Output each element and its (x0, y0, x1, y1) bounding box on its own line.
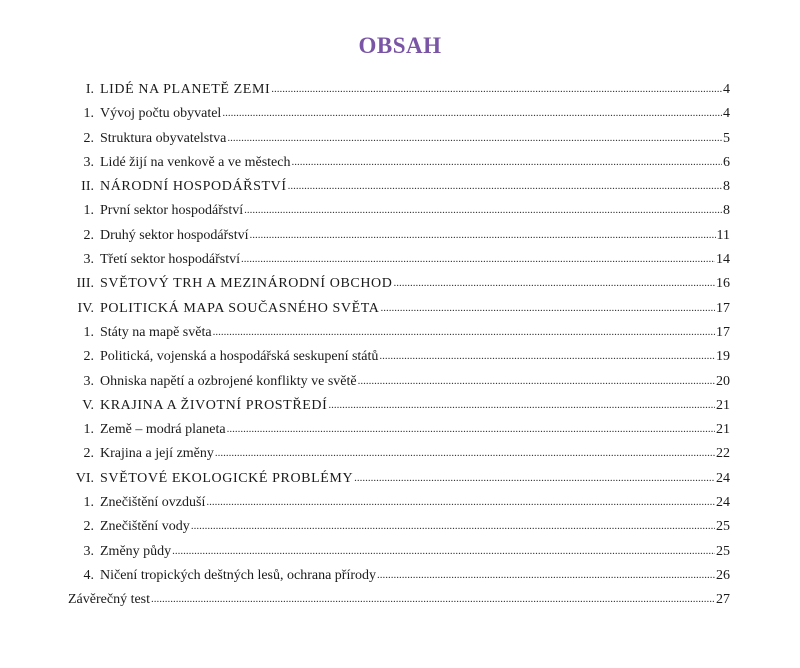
toc-entry-number: III. (76, 276, 94, 292)
toc-entry[interactable] (68, 151, 730, 175)
toc-entry[interactable] (68, 515, 730, 539)
toc-entry-title: Třetí sektor hospodářství (100, 252, 240, 268)
toc-entry[interactable] (68, 394, 730, 418)
toc-entry-title: LIDÉ NA PLANETĚ ZEMI (100, 82, 271, 97)
toc-entry-number: VI. (75, 470, 94, 486)
toc-entry[interactable] (68, 564, 730, 588)
toc-entry-page-number: 5 (723, 130, 730, 146)
toc-leader-dots (393, 271, 715, 295)
toc-entry-title: Závěrečný test (68, 592, 151, 608)
toc-entry-title: Ohniska napětí a ozbrojené konflikty ve světě (100, 373, 357, 389)
toc-entry[interactable] (68, 345, 730, 369)
toc-leader-dots (291, 150, 722, 174)
toc-entry-number: 2. (83, 519, 94, 535)
toc-entry[interactable] (68, 418, 730, 442)
toc-leader-dots (288, 174, 722, 198)
toc-leader-dots (222, 101, 722, 125)
toc-entry-number: 1. (83, 495, 94, 511)
toc-entry-page-number: 6 (723, 154, 730, 170)
toc-entry[interactable] (68, 272, 730, 296)
toc-leader-dots (381, 296, 716, 320)
toc-entry-page-number: 4 (723, 82, 730, 97)
toc-entry[interactable] (68, 297, 730, 321)
toc-entry-page-number: 22 (716, 446, 730, 462)
toc-entry-page-number: 14 (716, 252, 730, 268)
toc-entry-title: Státy na mapě světa (100, 324, 212, 340)
toc-entry[interactable] (68, 540, 730, 564)
toc-leader-dots (206, 490, 715, 514)
toc-entry-title: Struktura obyvatelstva (100, 130, 227, 146)
table-of-contents (68, 78, 730, 613)
toc-entry-number: IV. (77, 300, 94, 316)
toc-entry-title: První sektor hospodářství (100, 203, 244, 219)
toc-entry[interactable] (68, 467, 730, 491)
toc-entry-title: Znečištění vody (100, 519, 190, 535)
toc-entry-number: 1. (83, 106, 94, 122)
toc-entry-number: 3. (83, 154, 94, 170)
toc-entry[interactable] (68, 321, 730, 345)
toc-entry-number: 2. (83, 349, 94, 365)
toc-entry-title: Lidé žijí na venkově a ve městech (100, 154, 291, 170)
toc-entry[interactable] (68, 248, 730, 272)
toc-entry-title: Politická, vojenská a hospodářská seskupení států (100, 349, 379, 365)
toc-entry-number: 3. (83, 252, 94, 268)
toc-entry-page-number: 8 (723, 203, 730, 219)
toc-entry-number: II. (81, 179, 94, 195)
toc-entry[interactable] (68, 102, 730, 126)
toc-entry-title: Ničení tropických deštných lesů, ochrana přírody (100, 567, 377, 583)
toc-entry-number: 2. (83, 446, 94, 462)
toc-leader-dots (227, 126, 722, 150)
toc-entry-title: Druhý sektor hospodářství (100, 227, 249, 243)
toc-entry[interactable] (68, 78, 730, 102)
toc-entry-page-number: 8 (723, 179, 730, 195)
toc-entry-page-number: 25 (716, 519, 730, 535)
toc-entry-number: 2. (83, 227, 94, 243)
toc-leader-dots (250, 223, 716, 247)
toc-entry-title: SVĚTOVÝ TRH A MEZINÁRODNÍ OBCHOD (100, 276, 393, 292)
toc-leader-dots (151, 587, 715, 611)
toc-entry-number: 4. (83, 567, 94, 583)
toc-entry-page-number: 21 (716, 397, 730, 413)
toc-entry[interactable] (68, 370, 730, 394)
toc-entry-page-number: 21 (716, 422, 730, 438)
toc-entry-number: 1. (83, 203, 94, 219)
page-title: OBSAH (358, 33, 442, 58)
toc-leader-dots (358, 369, 715, 393)
toc-entry-title: POLITICKÁ MAPA SOUČASNÉHO SVĚTA (100, 300, 380, 316)
toc-leader-dots (191, 514, 715, 538)
toc-leader-dots (328, 393, 715, 417)
toc-entry-title: NÁRODNÍ HOSPODÁŘSTVÍ (100, 179, 287, 195)
toc-entry-page-number: 19 (716, 349, 730, 365)
toc-entry-page-number: 24 (716, 470, 730, 486)
toc-entry-title: KRAJINA A ŽIVOTNÍ PROSTŘEDÍ (100, 397, 328, 413)
toc-entry[interactable] (68, 175, 730, 199)
toc-entry-page-number: 24 (716, 495, 730, 511)
toc-leader-dots (271, 77, 722, 101)
toc-entry[interactable] (68, 491, 730, 515)
toc-entry-title: Země – modrá planeta (100, 422, 226, 438)
toc-entry-title: Krajina a její změny (100, 446, 214, 462)
toc-entry-number: I. (85, 82, 94, 97)
toc-entry-title: Změny půdy (100, 543, 172, 559)
toc-entry-page-number: 16 (716, 276, 730, 292)
toc-entry[interactable] (68, 224, 730, 248)
toc-entry-page-number: 25 (716, 543, 730, 559)
toc-entry[interactable] (68, 442, 730, 466)
toc-entry-number: 1. (83, 422, 94, 438)
toc-entry-number: V. (82, 397, 94, 413)
toc-entry-number: 3. (83, 543, 94, 559)
toc-entry[interactable] (68, 127, 730, 151)
toc-entry[interactable] (68, 588, 730, 612)
toc-entry[interactable] (68, 199, 730, 223)
toc-entry-number: 3. (83, 373, 94, 389)
toc-entry-page-number: 17 (716, 324, 730, 340)
toc-entry-title: SVĚTOVÉ EKOLOGICKÉ PROBLÉMY (100, 470, 354, 486)
toc-leader-dots (227, 417, 715, 441)
toc-entry-page-number: 11 (716, 227, 730, 243)
toc-leader-dots (215, 441, 715, 465)
toc-entry-page-number: 20 (716, 373, 730, 389)
toc-entry-page-number: 27 (716, 592, 730, 608)
toc-leader-dots (377, 563, 715, 587)
toc-leader-dots (354, 466, 715, 490)
toc-entry-title: Vývoj počtu obyvatel (100, 106, 222, 122)
toc-leader-dots (172, 539, 715, 563)
toc-entry-number: 1. (83, 324, 94, 340)
toc-entry-page-number: 17 (716, 300, 730, 316)
toc-leader-dots (213, 320, 715, 344)
toc-leader-dots (241, 247, 715, 271)
toc-entry-title: Znečištění ovzduší (100, 495, 206, 511)
toc-leader-dots (244, 198, 722, 222)
toc-entry-page-number: 4 (723, 106, 730, 122)
toc-entry-number: 2. (83, 130, 94, 146)
toc-entry-page-number: 26 (716, 567, 730, 583)
toc-leader-dots (379, 344, 715, 368)
